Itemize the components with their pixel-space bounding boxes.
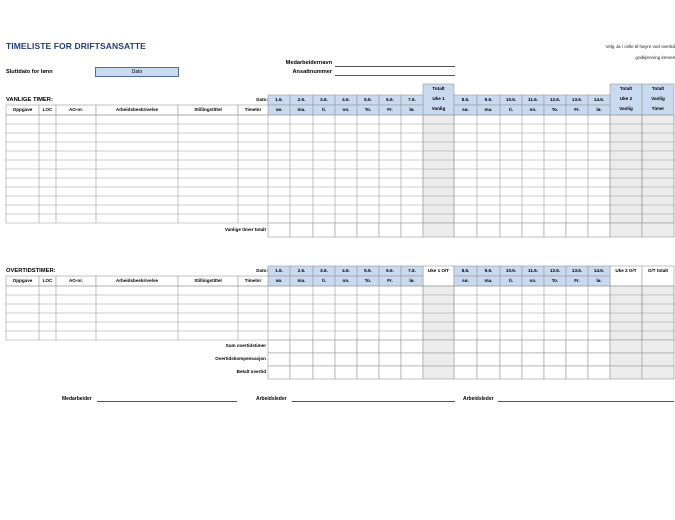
overtime-summary-cell — [401, 366, 423, 379]
overtime-summary-cell — [500, 353, 522, 366]
overtime-summary-cell — [588, 366, 610, 379]
overtime-summary-cell — [544, 353, 566, 366]
overtime-column-header: Oppgave — [12, 277, 33, 283]
overtime-summary-cell — [335, 353, 357, 366]
regular-day-label: Fr. — [387, 106, 393, 112]
overtime-total-all-text: O/T totalt — [647, 267, 669, 273]
regular-date-label-text: Dato: — [256, 96, 268, 102]
overtime-date-label: 7.6. — [408, 267, 416, 273]
regular-date-label: 4.6. — [342, 96, 350, 102]
overtime-summary-cell — [566, 353, 588, 366]
regular-total-w1-line-3: Vanlig — [431, 105, 446, 111]
overtime-date-label: 6.6. — [386, 267, 394, 273]
regular-column-header: Stillingstittel — [194, 106, 222, 112]
overtime-day-label: Fr. — [387, 277, 393, 283]
regular-day-label: To. — [364, 106, 372, 112]
overtime-day-label: sø. — [462, 277, 469, 283]
regular-date-label: 1.6. — [275, 96, 283, 102]
overtime-total-w2-text: Uke 2 O/T — [615, 267, 637, 273]
overtime-summary-cell — [454, 366, 477, 379]
overtime-date-label: 4.6. — [342, 267, 350, 273]
overtime-summary-cell — [357, 340, 379, 353]
regular-day-label: sø. — [275, 106, 283, 112]
overtime-summary-cell — [544, 366, 566, 379]
overtime-summary-cell — [313, 366, 335, 379]
overtime-summary-cell — [500, 340, 522, 353]
overtime-summary-cell — [313, 340, 335, 353]
regular-summary-cell — [379, 223, 401, 237]
regular-day-label: ti. — [321, 106, 327, 112]
regular-summary-cell — [566, 223, 588, 237]
regular-total-w2-line-2: Uke 2 — [619, 95, 633, 101]
regular-total-all-line-1: Totalt — [651, 85, 665, 91]
signature-label-supervisor-2: Arbeidsleder — [463, 396, 494, 402]
regular-day-label: on. — [529, 106, 537, 112]
overtime-day-label: ma. — [484, 277, 493, 283]
overtime-summary-cell — [290, 366, 313, 379]
regular-date-label: 6.6. — [386, 96, 394, 102]
regular-day-label: To. — [551, 106, 559, 112]
overtime-column-header: Arbeidsbeskrivelse — [115, 277, 159, 283]
overtime-summary-cell — [477, 366, 500, 379]
regular-date-label: 3.6. — [320, 96, 328, 102]
regular-column-header: Oppgave — [12, 106, 33, 112]
regular-date-label: 7.6. — [408, 96, 416, 102]
overtime-day-label: ti. — [321, 277, 327, 283]
overtime-summary-label: Sum overtidstimer — [225, 343, 266, 349]
regular-summary-label: Vanlige timer totalt — [224, 226, 266, 232]
overtime-column-header: AO-nr. — [68, 277, 84, 283]
overtime-total-w1-text: Uke 1 O/T — [427, 267, 450, 273]
end-date-label: Sluttdato for lønn — [6, 69, 53, 75]
overtime-date-label: 3.6. — [320, 267, 328, 273]
overtime-summary-cell — [500, 366, 522, 379]
overtime-summary-total — [642, 366, 674, 379]
regular-day-label: sø. — [462, 106, 469, 112]
overtime-summary-cell — [588, 353, 610, 366]
overtime-date-label: 10.6. — [505, 267, 517, 273]
overtime-date-label: 1.6. — [275, 267, 283, 273]
overtime-date-label: 12.6. — [549, 267, 561, 273]
regular-column-header: Timelnr — [244, 106, 262, 112]
regular-date-label: 9.6. — [484, 96, 493, 102]
overtime-summary-total — [642, 340, 674, 353]
regular-day-label: Fr. — [574, 106, 580, 112]
regular-summary-cell — [357, 223, 379, 237]
signature-line-supervisor-2[interactable] — [498, 396, 674, 402]
overtime-day-label: Fr. — [574, 277, 580, 283]
regular-date-label: 12.6. — [549, 96, 561, 102]
overtime-hours-heading: OVERTIDSTIMER: — [6, 268, 56, 274]
regular-summary-cell — [544, 223, 566, 237]
regular-date-label: 8.6. — [461, 96, 470, 102]
regular-summary-cell — [522, 223, 544, 237]
overtime-summary-total — [423, 340, 454, 353]
overtime-day-label: sø. — [275, 277, 283, 283]
regular-day-label: ma. — [297, 106, 306, 112]
overtime-summary-cell — [268, 366, 290, 379]
regular-summary-total — [642, 223, 674, 237]
regular-hours-heading: VANLIGE TIMER: — [6, 97, 53, 103]
overtime-date-label: 5.6. — [364, 267, 372, 273]
regular-summary-cell — [588, 223, 610, 237]
overtime-summary-total — [642, 353, 674, 366]
regular-total-w2-line-1: Totalt — [619, 85, 633, 91]
overtime-summary-cell — [268, 353, 290, 366]
regular-day-label: ti. — [508, 106, 514, 112]
regular-summary-cell — [268, 223, 290, 237]
overtime-summary-total — [423, 353, 454, 366]
overtime-summary-cell — [357, 353, 379, 366]
end-date-field[interactable]: Dato — [95, 67, 179, 77]
overtime-day-label: ti. — [508, 277, 514, 283]
overtime-day-label: lø. — [409, 277, 415, 283]
regular-summary-cell — [401, 223, 423, 237]
overtime-summary-cell — [566, 366, 588, 379]
overtime-column-header: Timelnr — [244, 277, 262, 283]
overtime-note-line1: Velg Ja i celle til høyre ved overtid — [605, 44, 675, 49]
overtime-date-label: 2.6. — [297, 267, 306, 273]
regular-summary-cell — [500, 223, 522, 237]
regular-day-label: lø. — [409, 106, 415, 112]
overtime-day-label: on. — [529, 277, 537, 283]
overtime-date-label: 13.6. — [571, 267, 583, 273]
overtime-summary-cell — [477, 340, 500, 353]
overtime-summary-cell — [522, 353, 544, 366]
employee-number-label: Ansattnummer — [292, 69, 332, 75]
signature-label-supervisor-1: Arbeidsleder — [256, 396, 287, 402]
regular-summary-cell — [477, 223, 500, 237]
overtime-summary-cell — [522, 340, 544, 353]
regular-day-label: lø. — [596, 106, 602, 112]
regular-summary-cell — [335, 223, 357, 237]
overtime-summary-cell — [401, 340, 423, 353]
regular-total-w1-line-2: Uke 1 — [432, 95, 445, 101]
overtime-summary-cell — [268, 340, 290, 353]
regular-date-label: 10.6. — [505, 96, 517, 102]
regular-column-header: AO-nr. — [68, 106, 84, 112]
overtime-summary-cell — [290, 353, 313, 366]
overtime-day-label: ma. — [297, 277, 306, 283]
overtime-summary-cell — [401, 353, 423, 366]
signature-label-employee: Medarbeider — [62, 396, 92, 402]
signature-line-employee[interactable] — [97, 396, 237, 402]
overtime-summary-cell — [544, 340, 566, 353]
overtime-note-line2: godkjenning kreves — [635, 55, 675, 60]
regular-total-all-line-2: Vanlig — [651, 95, 665, 101]
regular-summary-cell — [313, 223, 335, 237]
overtime-summary-cell — [522, 366, 544, 379]
overtime-summary-cell — [477, 353, 500, 366]
regular-date-label: 11.6. — [528, 96, 538, 102]
overtime-summary-label: Overtidskompensasjon — [215, 356, 266, 362]
page-title: TIMELISTE FOR DRIFTSANSATTE — [6, 41, 146, 51]
regular-summary-cell — [454, 223, 477, 237]
overtime-summary-cell — [454, 353, 477, 366]
regular-day-label: on. — [342, 106, 350, 112]
overtime-summary-total — [423, 366, 454, 379]
overtime-summary-cell — [313, 353, 335, 366]
overtime-date-label-text: Dato: — [256, 267, 268, 273]
overtime-summary-cell — [335, 366, 357, 379]
overtime-summary-cell — [454, 340, 477, 353]
regular-day-label: ma. — [484, 106, 493, 112]
regular-summary-total — [423, 223, 454, 237]
overtime-day-label: To. — [364, 277, 372, 283]
overtime-summary-cell — [379, 366, 401, 379]
overtime-date-label: 14.6. — [593, 267, 605, 273]
overtime-summary-cell — [566, 340, 588, 353]
regular-column-header: LOC — [42, 106, 53, 112]
regular-date-label: 2.6. — [297, 96, 306, 102]
regular-total-w2-line-3: Vanlig — [619, 105, 633, 111]
overtime-day-label: on. — [342, 277, 350, 283]
overtime-day-label: To. — [551, 277, 559, 283]
overtime-date-label: 8.6. — [461, 267, 470, 273]
overtime-column-header: Stillingstittel — [194, 277, 222, 283]
overtime-summary-label: Betalt overtid — [236, 369, 266, 375]
overtime-date-label: 11.6. — [528, 267, 538, 273]
overtime-summary-cell — [335, 340, 357, 353]
overtime-summary-total — [610, 353, 642, 366]
overtime-summary-cell — [357, 366, 379, 379]
overtime-date-label: 9.6. — [484, 267, 493, 273]
regular-column-header: Arbeidsbeskrivelse — [115, 106, 159, 112]
regular-date-label: 5.6. — [364, 96, 372, 102]
regular-date-label: 13.6. — [571, 96, 583, 102]
regular-total-all-line-3: Timer — [651, 105, 665, 111]
overtime-day-label: lø. — [596, 277, 602, 283]
overtime-summary-cell — [379, 353, 401, 366]
overtime-summary-cell — [588, 340, 610, 353]
regular-summary-total — [610, 223, 642, 237]
overtime-summary-cell — [379, 340, 401, 353]
overtime-summary-cell — [290, 340, 313, 353]
overtime-column-header: LOC — [42, 277, 53, 283]
regular-total-w1-line-1: Totalt — [432, 85, 445, 91]
regular-summary-cell — [290, 223, 313, 237]
employee-name-label: Medarbeidernavn — [285, 60, 332, 66]
overtime-summary-total — [610, 366, 642, 379]
regular-date-label: 14.6. — [593, 96, 605, 102]
signature-line-supervisor-1[interactable] — [292, 396, 455, 402]
overtime-summary-total — [610, 340, 642, 353]
